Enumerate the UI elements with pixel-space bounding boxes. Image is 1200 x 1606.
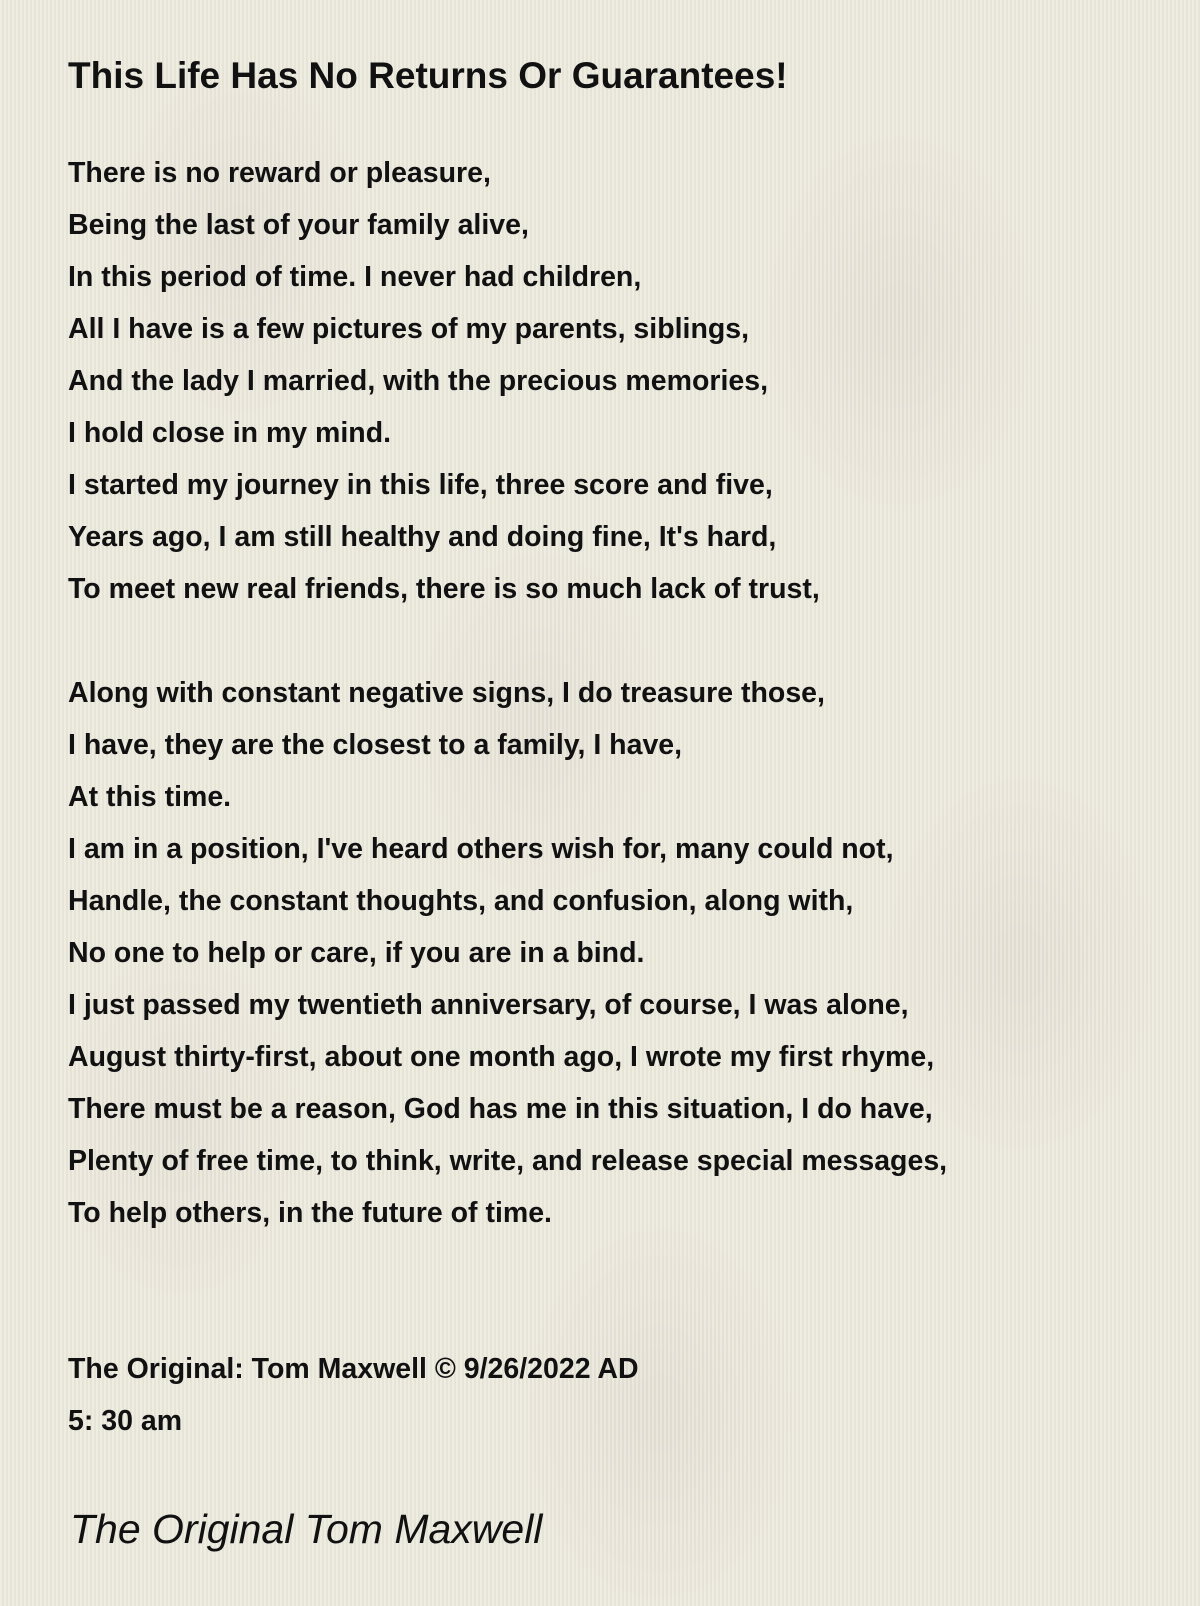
poem-line: August thirty-first, about one month ago, I wrote my first rhyme,: [68, 1041, 935, 1073]
poem-line: To help others, in the future of time.: [68, 1197, 552, 1229]
author-name: The Original Tom Maxwell: [70, 1506, 543, 1552]
poem-line: I have, they are the closest to a family, I have,: [68, 729, 683, 761]
poem-line: All I have is a few pictures of my parents, siblings,: [68, 313, 750, 345]
poem-line: Being the last of your family alive,: [68, 209, 529, 241]
poem-line: I hold close in my mind.: [68, 417, 392, 449]
poem-line: At this time.: [68, 781, 232, 813]
poem-line: I just passed my twentieth anniversary, of course, I was alone,: [68, 989, 909, 1021]
poem-line: To meet new real friends, there is so much lack of trust,: [68, 573, 820, 605]
poem-line: Along with constant negative signs, I do treasure those,: [68, 677, 825, 709]
poem-line: Plenty of free time, to think, write, and release special messages,: [68, 1145, 948, 1177]
poem-title: This Life Has No Returns Or Guarantees!: [68, 55, 788, 96]
stanza-1: [68, 147, 1168, 615]
poem-line: There is no reward or pleasure,: [68, 157, 491, 189]
poem-line: And the lady I married, with the precious memories,: [68, 365, 769, 397]
poem-line: I am in a position, I've heard others wish for, many could not,: [68, 833, 894, 865]
poem-body: [68, 147, 1168, 1239]
poem-line: In this period of time. I never had children,: [68, 261, 642, 293]
poem-line: I started my journey in this life, three score and five,: [68, 469, 773, 501]
time-line: 5: 30 am: [68, 1405, 183, 1437]
poem-line: Handle, the constant thoughts, and confusion, along with,: [68, 885, 854, 917]
copyright-line: The Original: Tom Maxwell © 9/26/2022 AD: [68, 1353, 639, 1385]
signature-block: [68, 1343, 1168, 1447]
poem-line: Years ago, I am still healthy and doing fine, It's hard,: [68, 521, 777, 553]
poem-container: [68, 52, 1168, 1447]
poem-line: There must be a reason, God has me in this situation, I do have,: [68, 1093, 933, 1125]
poem-line: No one to help or care, if you are in a bind.: [68, 937, 645, 969]
stanza-2: [68, 667, 1168, 1239]
